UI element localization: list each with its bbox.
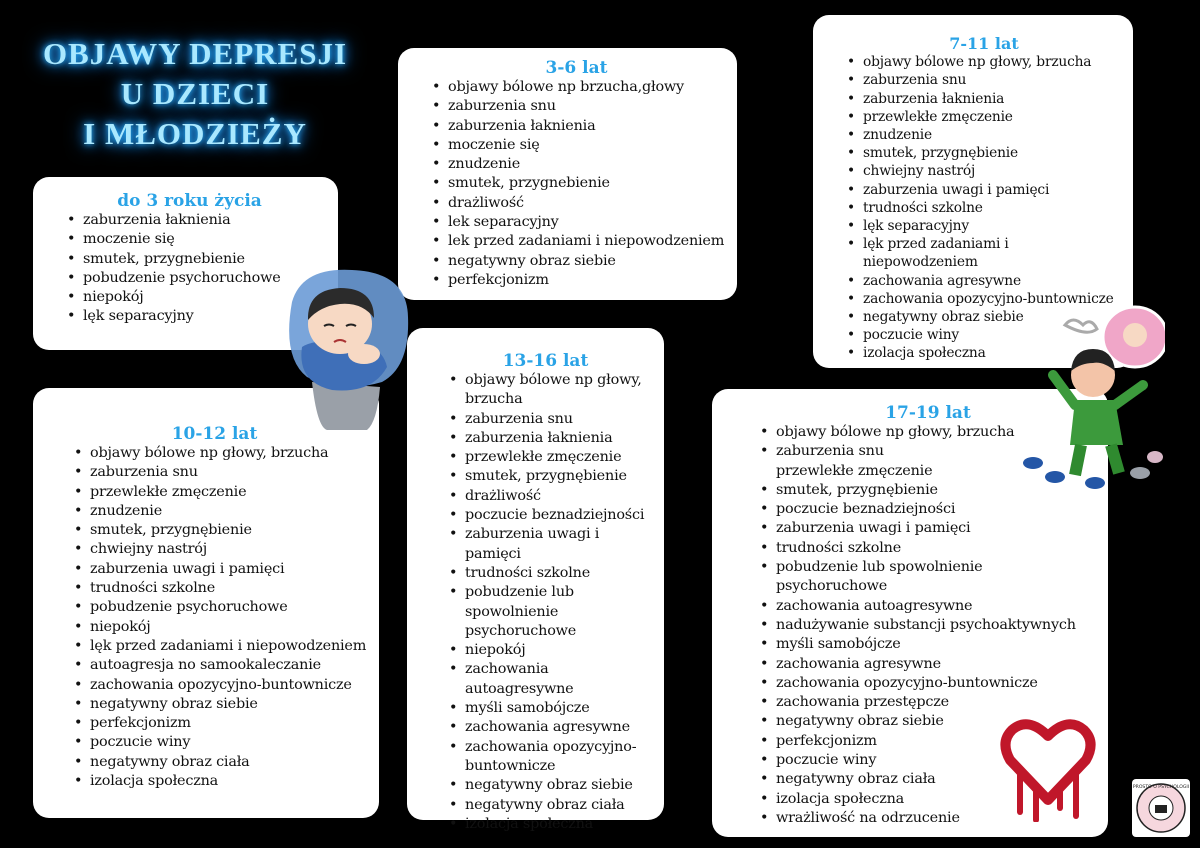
sad-child-illustration xyxy=(282,262,412,432)
card-age-10-12 xyxy=(33,388,379,818)
title-line-2: U DZIECI xyxy=(120,76,270,111)
symptom-item: • lęk separacyjny xyxy=(83,307,326,326)
symptom-item: • zachowania opozycyjno-buntownicze xyxy=(776,674,1100,693)
title-line-3: I MŁODZIEŻY xyxy=(83,116,307,151)
symptom-item: • perfekcjonizm xyxy=(90,714,369,733)
symptom-item: • trudności szkolne xyxy=(90,579,369,598)
symptom-item: • izolacja społeczna xyxy=(465,815,656,834)
symptom-item: • zaburzenia łaknienia xyxy=(465,429,656,448)
symptom-item: • poczucie beznadziejności xyxy=(465,506,656,525)
symptom-item: • lęk separacyjny xyxy=(863,217,1125,235)
symptom-item: • pobudzenie psychoruchowe xyxy=(90,598,369,617)
symptom-item: • poczucie winy xyxy=(863,326,1125,344)
card-heading: 13-16 lat xyxy=(502,351,589,371)
symptom-item: • zaburzenia snu xyxy=(448,97,725,116)
symptom-item: • perfekcjonizm xyxy=(776,732,1100,751)
symptom-item: • moczenie się xyxy=(448,136,725,155)
angry-child-illustration xyxy=(1015,305,1165,505)
symptom-item: • zachowania autoagresywne xyxy=(776,597,1100,616)
symptom-item: • nadużywanie substancji psychoaktywnych xyxy=(776,616,1100,635)
card-age-13-16 xyxy=(407,328,664,832)
symptom-item: • negatywny obraz ciała xyxy=(90,753,369,772)
symptom-item: • niepokój xyxy=(465,641,656,660)
logo-badge-icon xyxy=(1132,779,1190,837)
card-heading: 3-6 lat xyxy=(545,58,608,78)
symptom-item: • negatywny obraz siebie xyxy=(90,695,369,714)
symptom-item: • smutek, przygnebienie xyxy=(448,174,725,193)
card-age-3-6 xyxy=(398,48,737,300)
card-heading: 10-12 lat xyxy=(171,424,258,444)
symptom-item: • izolacja społeczna xyxy=(90,772,369,791)
title-line-1: OBJAWY DEPRESJI xyxy=(42,36,348,71)
symptom-item: • objawy bólowe np głowy, brzucha xyxy=(863,53,1125,71)
symptom-item: • zaburzenia łaknienia xyxy=(863,90,1125,108)
symptom-item: • przewlekłe zmęczenie xyxy=(90,483,369,502)
symptom-item: • izolacja społeczna xyxy=(776,790,1100,809)
symptom-item: • negatywny obraz siebie xyxy=(776,712,1100,731)
symptom-item: • pobudzenie lub spowolnienie psychoruchowe xyxy=(776,558,1100,597)
symptom-item: • zachowania agresywne xyxy=(465,718,656,737)
symptom-item: • myśli samobójcze xyxy=(776,635,1100,654)
symptom-item: • zaburzenia snu przewlekłe zmęczenie xyxy=(776,442,1100,481)
symptom-item: • smutek, przygnebienie xyxy=(83,250,326,269)
symptom-item: • trudności szkolne xyxy=(776,539,1100,558)
badge-text: PROSTO O PSYCHOLOGII xyxy=(1132,785,1190,790)
symptom-item: • drażliwość xyxy=(465,487,656,506)
poster-title xyxy=(40,34,350,154)
symptom-item: • lek przed zadaniami i niepowodzeniem xyxy=(448,232,725,251)
symptom-item: • pobudzenie psychoruchowe xyxy=(83,269,326,288)
symptom-item: • zaburzenia uwagi i pamięci xyxy=(465,525,656,564)
symptom-item: • zaburzenia uwagi i pamięci xyxy=(863,181,1125,199)
symptom-item: • trudności szkolne xyxy=(465,564,656,583)
symptom-item: • objawy bólowe np głowy, brzucha xyxy=(776,423,1100,442)
symptom-item: • objawy bólowe np brzucha,głowy xyxy=(448,78,725,97)
symptom-item: • zachowania agresywne xyxy=(776,655,1100,674)
symptom-item: • zaburzenia łaknienia xyxy=(83,211,326,230)
symptom-item: • zaburzenia uwagi i pamięci xyxy=(90,560,369,579)
symptom-item: • chwiejny nastrój xyxy=(90,540,369,559)
symptom-item: • poczucie winy xyxy=(776,751,1100,770)
symptom-item: • zaburzenia uwagi i pamięci xyxy=(776,519,1100,538)
symptom-item: • moczenie się xyxy=(83,230,326,249)
symptom-list xyxy=(445,371,656,834)
symptom-item: • zaburzenia snu xyxy=(90,463,369,482)
symptom-item: • objawy bólowe np głowy, brzucha xyxy=(465,371,656,410)
symptom-item: • zachowania agresywne xyxy=(863,272,1125,290)
logo-badge xyxy=(1132,779,1190,837)
symptom-item: • izolacja społeczna xyxy=(863,344,1125,362)
symptom-item: • smutek, przygnębienie xyxy=(863,144,1125,162)
symptom-item: • perfekcjonizm xyxy=(448,271,725,290)
symptom-item: • lęk przed zadaniami i niepowodzeniem xyxy=(90,637,369,656)
symptom-item: • chwiejny nastrój xyxy=(863,162,1125,180)
symptom-item: • zachowania opozycyjno- buntownicze xyxy=(465,738,656,777)
symptom-item: • wrażliwość na odrzucenie xyxy=(776,809,1100,828)
symptom-item: • drażliwość xyxy=(448,194,725,213)
symptom-item: • zaburzenia snu xyxy=(863,71,1125,89)
symptom-item: • znudzenie xyxy=(90,502,369,521)
symptom-item: • zaburzenia łaknienia xyxy=(448,117,725,136)
symptom-item: • negatywny obraz ciała xyxy=(776,770,1100,789)
symptom-item: • poczucie winy xyxy=(90,733,369,752)
symptom-item: • objawy bólowe np głowy, brzucha xyxy=(90,444,369,463)
symptom-item: • autoagresja no samookaleczanie xyxy=(90,656,369,675)
symptom-item: • niepokój xyxy=(90,618,369,637)
symptom-item: • smutek, przygnębienie xyxy=(90,521,369,540)
symptom-item: • zachowania opozycyjno-buntownicze xyxy=(90,676,369,695)
symptom-item: • lek separacyjny xyxy=(448,213,725,232)
card-heading: 7-11 lat xyxy=(949,34,1019,53)
symptom-list xyxy=(70,444,369,791)
card-heading: 17-19 lat xyxy=(885,403,971,423)
symptom-item: • zachowania opozycyjno-buntownicze xyxy=(863,290,1125,308)
symptom-list xyxy=(428,78,725,290)
symptom-item: • lęk przed zadaniami i niepowodzeniem xyxy=(863,235,1125,271)
bleeding-heart-icon xyxy=(1000,712,1096,822)
symptom-item: • negatywny obraz siebie xyxy=(448,252,725,271)
symptom-item: • przewlekłe zmęczenie xyxy=(863,108,1125,126)
symptom-item: • znudzenie xyxy=(863,126,1125,144)
symptom-item: • trudności szkolne xyxy=(863,199,1125,217)
symptom-item: • niepokój xyxy=(83,288,326,307)
symptom-item: • smutek, przygnębienie xyxy=(776,481,1100,500)
symptom-item: • myśli samobójcze xyxy=(465,699,656,718)
symptom-item: • pobudzenie lub spowolnienie psychoruchowe xyxy=(465,583,656,641)
symptom-item: • zachowania przestępcze xyxy=(776,693,1100,712)
symptom-item: • smutek, przygnębienie xyxy=(465,467,656,486)
symptom-item: • zaburzenia snu xyxy=(465,410,656,429)
symptom-item: • zachowania autoagresywne xyxy=(465,660,656,699)
symptom-item: • negatywny obraz siebie xyxy=(465,776,656,795)
symptom-item: • negatywny obraz siebie xyxy=(863,308,1125,326)
symptom-item: • przewlekłe zmęczenie xyxy=(465,448,656,467)
symptom-item: • poczucie beznadziejności xyxy=(776,500,1100,519)
card-heading: do 3 roku życia xyxy=(117,191,262,211)
symptom-item: • negatywny obraz ciała xyxy=(465,796,656,815)
symptom-item: • znudzenie xyxy=(448,155,725,174)
